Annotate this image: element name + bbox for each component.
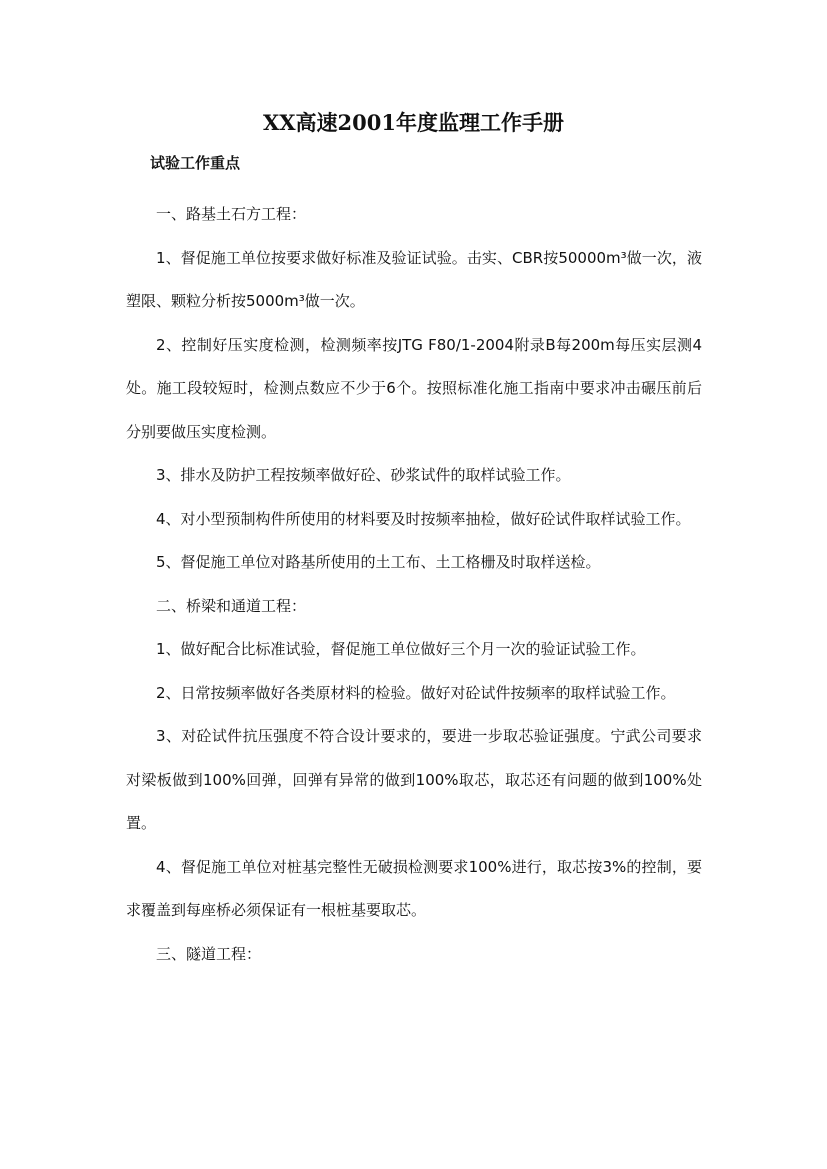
paragraph: 1、做好配合比标准试验，督促施工单位做好三个月一次的验证试验工作。 [156,640,646,658]
document-body [126,193,702,976]
paragraph: 2、控制好压实度检测，检测频率按JTG F80/1-2004附录B每200m每压实层测4处。施工段较短时，检测点数应不少于6个。按照标准化施工指南中要求冲击碾压前后分别要做压实度检测。 [126,335,702,441]
paragraph: 4、督促施工单位对桩基完整性无破损检测要求100%进行，取芯按3%的控制，要求覆盖到每座桥必须保证有一根桩基要取芯。 [126,857,702,919]
paragraph: 3、对砼试件抗压强度不符合设计要求的，要进一步取芯验证强度。宁武公司要求对梁板做到100%回弹，回弹有异常的做到100%取芯，取芯还有问题的做到100%处置。 [126,727,702,832]
document-title: XX高速2001年度监理工作手册 [262,110,565,135]
paragraph: 4、对小型预制构件所使用的材料要及时按频率抽检，做好砼试件取样试验工作。 [156,509,691,528]
paragraph: 3、排水及防护工程按频率做好砼、砂浆试件的取样试验工作。 [156,466,571,484]
paragraph: 2、日常按频率做好各类原材料的检验。做好对砼试件按频率的取样试验工作。 [156,683,676,702]
section-heading: 试验工作重点 [150,154,241,172]
paragraph-heading-tunnels: 三、隧道工程： [156,944,262,963]
paragraph-heading-roadbed: 一、路基土石方工程： [156,205,307,223]
paragraph-heading-bridges: 二、桥梁和通道工程： [156,596,307,615]
paragraph: 5、督促施工单位对路基所使用的土工布、土工格栅及时取样送检。 [156,553,601,571]
paragraph: 1、督促施工单位按要求做好标准及验证试验。击实、CBR按50000m³做一次，液塑限、颗粒分析按5000m³做一次。 [126,248,702,310]
